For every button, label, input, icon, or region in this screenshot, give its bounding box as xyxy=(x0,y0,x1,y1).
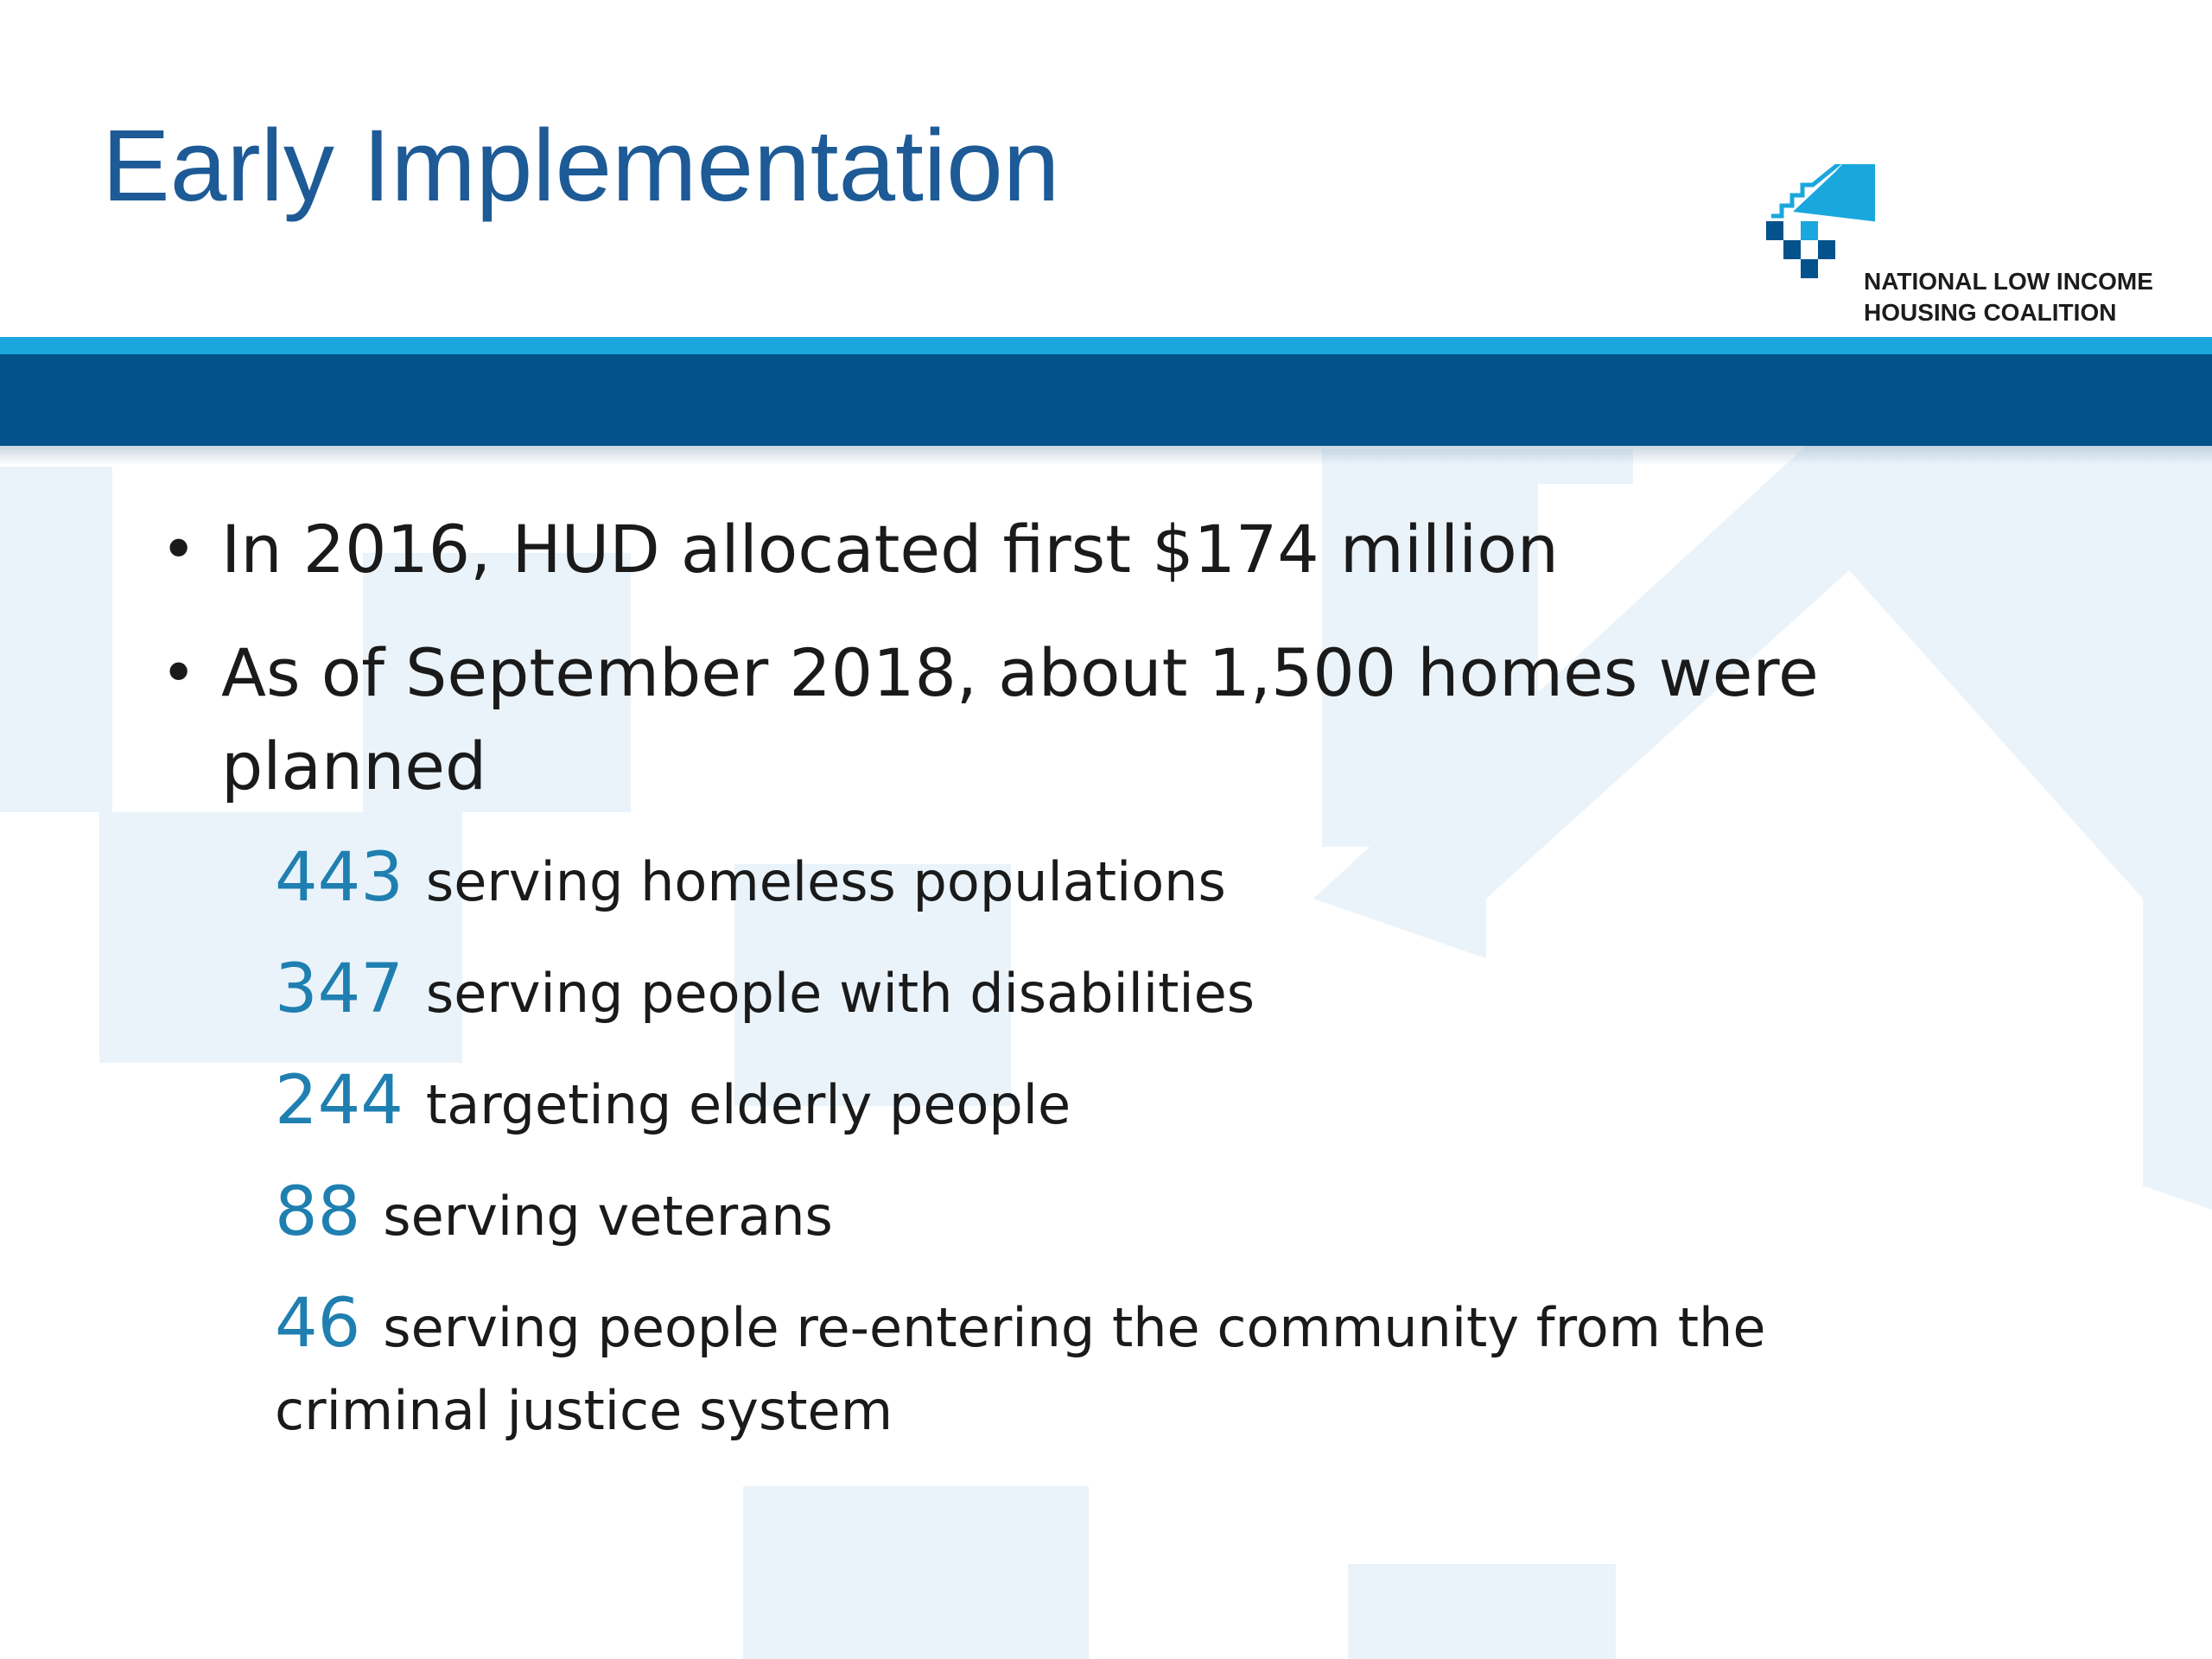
nlihc-logo xyxy=(1763,164,2212,337)
logo-block xyxy=(1766,221,1783,240)
header-band-light xyxy=(0,337,2212,354)
logo-text-line-2: HOUSING COALITION xyxy=(1864,299,2117,326)
bullet-text: As of September 2018, about 1,500 homes were planned xyxy=(221,634,1819,804)
breakdown-item xyxy=(275,1059,1960,1147)
logo-block xyxy=(1801,259,1818,278)
breakdown-item xyxy=(275,836,1960,924)
bullet-marker: • xyxy=(161,638,197,709)
background-block xyxy=(743,1486,1089,1659)
logo-block xyxy=(1783,240,1801,259)
breakdown-text: serving veterans xyxy=(383,1185,833,1248)
breakdown-item xyxy=(275,948,1960,1035)
breakdown-number: 46 xyxy=(275,1285,361,1363)
bullet-item xyxy=(161,626,1932,813)
breakdown-text: serving people re-entering the community from the criminal justice system xyxy=(275,1296,1766,1442)
logo-roof-arc xyxy=(1793,164,1875,225)
breakdown-number: 88 xyxy=(275,1173,361,1251)
header-band-dark xyxy=(0,354,2212,446)
background-block xyxy=(0,467,112,812)
breakdown-number: 443 xyxy=(275,839,404,917)
breakdown-item xyxy=(275,1282,1960,1452)
background-block xyxy=(1348,1564,1616,1659)
header-band-shadow xyxy=(0,446,2212,465)
logo-text-line-1: NATIONAL LOW INCOME xyxy=(1864,268,2153,295)
logo-text xyxy=(1864,266,2153,328)
logo-block xyxy=(1801,221,1818,240)
bullet-item xyxy=(161,503,1941,596)
breakdown-number: 244 xyxy=(275,1062,404,1140)
bullet-text: In 2016, HUD allocated first $174 million xyxy=(221,511,1559,588)
breakdown-item xyxy=(275,1171,1960,1258)
house-logo-icon xyxy=(1763,164,1875,302)
slide-title: Early Implementation xyxy=(102,109,1060,223)
breakdown-text: serving homeless populations xyxy=(425,850,1226,913)
logo-block xyxy=(1818,240,1835,259)
breakdown-text: serving people with disabilities xyxy=(425,962,1255,1025)
bullet-marker: • xyxy=(161,514,197,585)
breakdown-number: 347 xyxy=(275,950,404,1028)
breakdown-text: targeting elderly people xyxy=(425,1073,1071,1136)
